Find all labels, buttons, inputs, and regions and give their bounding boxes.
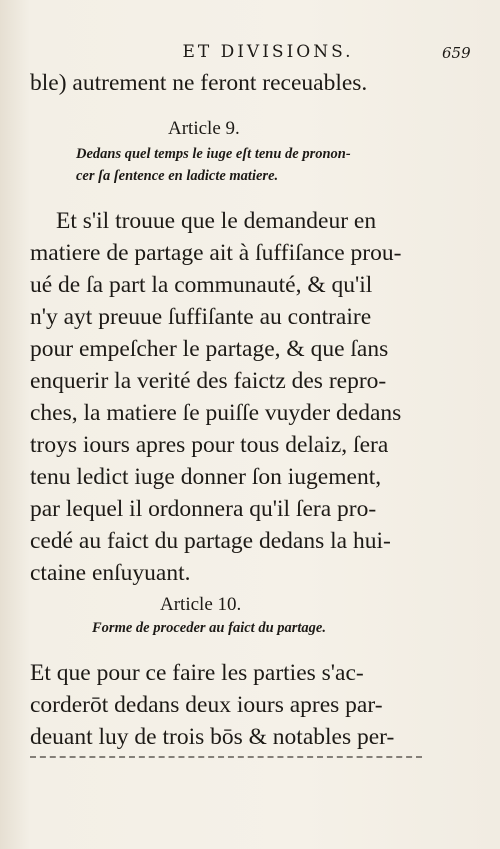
- article-10-text-line: deuant luy de trois bōs & notables per-: [30, 724, 395, 750]
- article-10-rubric: Forme de proceder au faict du partage.: [92, 620, 326, 636]
- article-9-rubric-line: Dedans quel temps le iuge eſt tenu de pronon-: [76, 146, 351, 162]
- article-9-text-line: ches, la matiere ſe puiſſe vuyder dedans: [30, 400, 402, 426]
- article-9-rubric-line: cer ſa ſentence en ladicte matiere.: [76, 168, 279, 184]
- article-9-text-line: par lequel il ordonnera qu'il ſera pro-: [30, 496, 377, 522]
- article-10-text-line: corderōt dedans deux iours apres par-: [30, 692, 383, 718]
- running-head: ET DIVISIONS.: [182, 42, 354, 62]
- article-9-text-line: troys iours apres pour tous delaiz, ſera: [30, 432, 389, 458]
- article-9-text-line: ctaine enſuyuant.: [30, 560, 191, 586]
- article-9-text-line: enquerir la verité des faictz des repro-: [30, 368, 387, 394]
- article-9-title: Article 9.: [168, 118, 240, 139]
- carryover-line: ble) autrement ne feront receuables.: [30, 70, 368, 96]
- article-9-text-line: pour empeſcher le partage, & que ſans: [30, 336, 389, 362]
- article-9-text-line: n'y ayt preuue ſuffiſante au contraire: [30, 304, 372, 330]
- article-10-title: Article 10.: [160, 594, 242, 615]
- article-9-text-line: Et s'il trouue que le demandeur en: [56, 208, 377, 234]
- article-9-text-line: cedé au faict du partage dedans la hui-: [30, 528, 391, 554]
- page-bottom-rule: [30, 756, 422, 758]
- article-10-text-line: Et que pour ce faire les parties s'ac-: [30, 660, 364, 686]
- article-9-text-line: ué de ſa part la communauté, & qu'il: [30, 272, 373, 298]
- article-9-text-line: matiere de partage ait à ſuffiſance prou-: [30, 240, 402, 266]
- page-number: 659: [442, 44, 471, 62]
- article-9-text-line: tenu ledict iuge donner ſon iugement,: [30, 464, 382, 490]
